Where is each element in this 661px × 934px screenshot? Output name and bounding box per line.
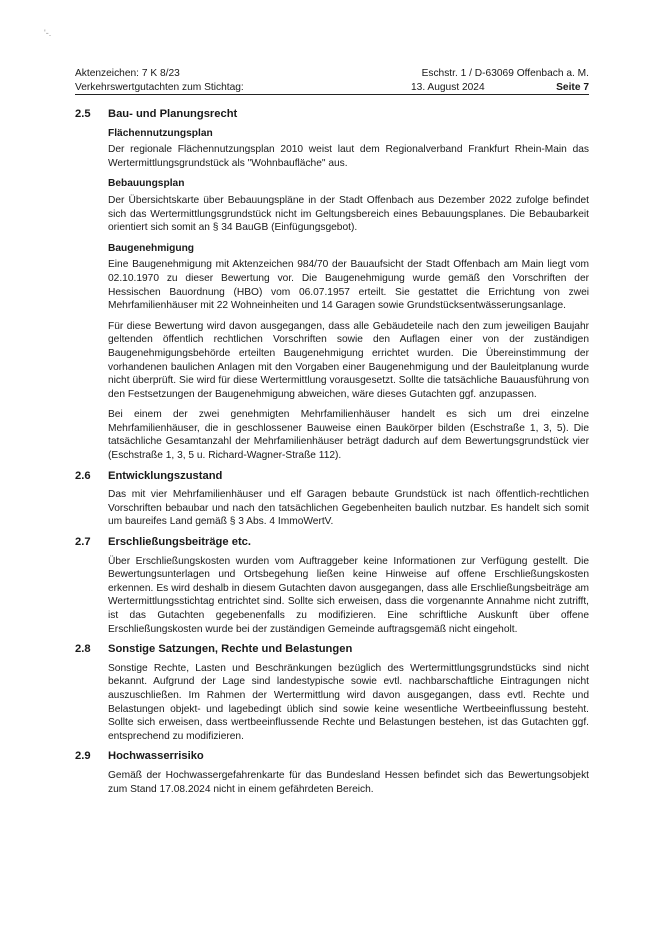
section-heading bbox=[75, 750, 589, 764]
paragraph: Für diese Bewertung wird davon ausgegangen, dass alle Gebäudeteile nach den zum jeweiligen Baujahr geltenden öffentlich rechtlichen Vorschriften sowie den Auflagen einer von der zuständigen Baugenehmigungsbehörde erteilten Baugenehmigung errichtet wurden. Die Übereinstimmung der vorhandenen baulichen Anlagen mit den Vorgaben einer Baugenehmigung und der Bauleitplanung wurde nicht überprüft. Sie wird für diese Wertermittlung vorausgesetzt. Sollte die tatsächliche Bauausführung von den Festsetzungen der Baugenehmigung abweichen, wäre dieses Gutachten ggf. anzupassen. bbox=[108, 320, 589, 400]
section-title: Hochwasserrisiko bbox=[108, 750, 204, 763]
section-body bbox=[108, 127, 589, 463]
aktenzeichen: Aktenzeichen: 7 K 8/23 bbox=[75, 68, 180, 79]
page-content bbox=[75, 108, 589, 803]
paragraph: Über Erschließungskosten wurden vom Auftraggeber keine Informationen zur Verfügung gestellt. Die Bewertungsunterlagen und Ortsbegehung ließen keine Hinweise auf offene Erschließungskosten erkennen. Es wird deshalb in diesem Gutachten davon ausgegangen, dass alle Erschließungsbeiträge am Wertermittlungsstichtag entrichtet sind. Sollte sich erweisen, dass die vorgenannte Annahme nicht zutrifft, ist das Gutachten gegebenenfalls zu modifizieren. Eine schriftliche Auskunft über offene Erschließungskosten wurde bei der zuständigen Gemeinde auftragsgemäß nicht eingeholt. bbox=[108, 555, 589, 635]
paragraph: Sonstige Rechte, Lasten und Beschränkungen bezüglich des Wertermittlungsgrundstücks sind nicht bekannt. Aufgrund der Lage sind landestypische sowie evtl. nachbarschaftliche Eintragungen nicht auszuschließen. Im Rahmen der Wertermittlung wird davon ausgegangen, dass evtl. Rechte und Belastungen objekt- und lagebedingt üblich sind sowie keine wesentliche Wertbeeinflussung besteht. Sollte sich erweisen, dass wertbeeinflussende Rechte und Belastungen bestehen, ist das Gutachten ggf. entsprechend zu modifizieren. bbox=[108, 662, 589, 742]
section-number: 2.7 bbox=[75, 536, 91, 549]
header-row-1 bbox=[75, 67, 589, 81]
address: Eschstr. 1 / D-63069 Offenbach a. M. bbox=[421, 68, 589, 79]
scan-corner-mark: '-. bbox=[44, 28, 52, 38]
section-heading bbox=[75, 536, 589, 550]
section-body bbox=[108, 769, 589, 796]
subsection-title: Bebauungsplan bbox=[108, 178, 185, 190]
section-number: 2.9 bbox=[75, 750, 91, 763]
paragraph: Das mit vier Mehrfamilienhäuser und elf Garagen bebaute Grundstück ist nach öffentlich-rechtlichen Vorschriften bebaubar und nach den tatsächlichen Gegebenheiten baulich nutzbar. Es handelt sich somit um baureifes Land gemäß § 3 Abs. 4 ImmoWertV. bbox=[108, 489, 589, 528]
section-2-5 bbox=[75, 108, 589, 463]
section-number: 2.5 bbox=[75, 108, 91, 120]
section-heading bbox=[75, 470, 589, 484]
section-2-7 bbox=[75, 536, 589, 636]
report-date: 13. August 2024 bbox=[411, 81, 485, 93]
document-type: Verkehrswertgutachten zum Stichtag: bbox=[75, 81, 244, 93]
section-2-9 bbox=[75, 750, 589, 796]
subsection-title: Flächennutzungsplan bbox=[108, 127, 213, 139]
section-2-8 bbox=[75, 643, 589, 743]
page-number: Seite 7 bbox=[556, 81, 589, 93]
header-date-page bbox=[411, 81, 589, 95]
section-number: 2.6 bbox=[75, 469, 91, 482]
paragraph: Bei einem der zwei genehmigten Mehrfamilienhäuser handelt es sich um drei einzelne Mehrfamilienhäuser, die in geschlossener Bauweise einen Baukörper bilden (Eschstraße 1, 3, 5). Die tatsächliche Gesamtanzahl der Mehrfamilienhäuser beträgt dadurch auf dem Bewertungsgrundstück vier (Eschstraße 1, 3, 5 u. Richard-Wagner-Straße 112). bbox=[108, 409, 589, 462]
page-header bbox=[75, 67, 589, 95]
section-body bbox=[108, 488, 589, 529]
paragraph: Der Übersichtskarte über Bebauungspläne in der Stadt Offenbach aus Dezember 2022 zufolge befindet sich das Wertermittlungsgrundstück nicht im Geltungsbereich eines Bebauungsplanes. Die Bebaubarkeit orientiert sich somit an § 34 BauGB (Einfügungsgebot). bbox=[108, 194, 589, 234]
section-heading bbox=[75, 643, 589, 657]
paragraph: Eine Baugenehmigung mit Aktenzeichen 984/70 der Bauaufsicht der Stadt Offenbach am Main liegt vom 02.10.1970 zu dieser Bewertung vor. Die Baugenehmigung wurde gemäß den Vorschriften der Hessischen Bauordnung (HBO) vom 06.07.1957 erteilt. Sie gestattet die Errichtung von zwei Mehrfamilienhäuser mit 22 Wohneinheiten und 14 Garagen sowie Grundstücksentwässerungsanlage. bbox=[108, 259, 589, 312]
section-body bbox=[108, 662, 589, 744]
paragraph: Gemäß der Hochwassergefahrenkarte für das Bundesland Hessen befindet sich das Bewertungsobjekt zum Stand 17.08.2024 nicht in einem gefährdeten Bereich. bbox=[108, 769, 589, 795]
section-title: Entwicklungszustand bbox=[108, 469, 223, 482]
section-title: Bau- und Planungsrecht bbox=[108, 108, 238, 120]
section-title: Erschließungsbeiträge etc. bbox=[108, 536, 251, 549]
section-title: Sonstige Satzungen, Rechte und Belastungen bbox=[108, 643, 353, 656]
section-2-6 bbox=[75, 470, 589, 529]
section-number: 2.8 bbox=[75, 643, 91, 656]
section-heading bbox=[75, 108, 589, 122]
subsection-title: Baugenehmigung bbox=[108, 242, 195, 254]
header-row-2 bbox=[75, 81, 589, 96]
section-body bbox=[108, 555, 589, 637]
paragraph: Der regionale Flächennutzungsplan 2010 weist laut dem Regionalverband Frankfurt Rhein-Main das Wertermittlungsgrundstück als "Wohnbaufläche" aus. bbox=[108, 144, 589, 169]
